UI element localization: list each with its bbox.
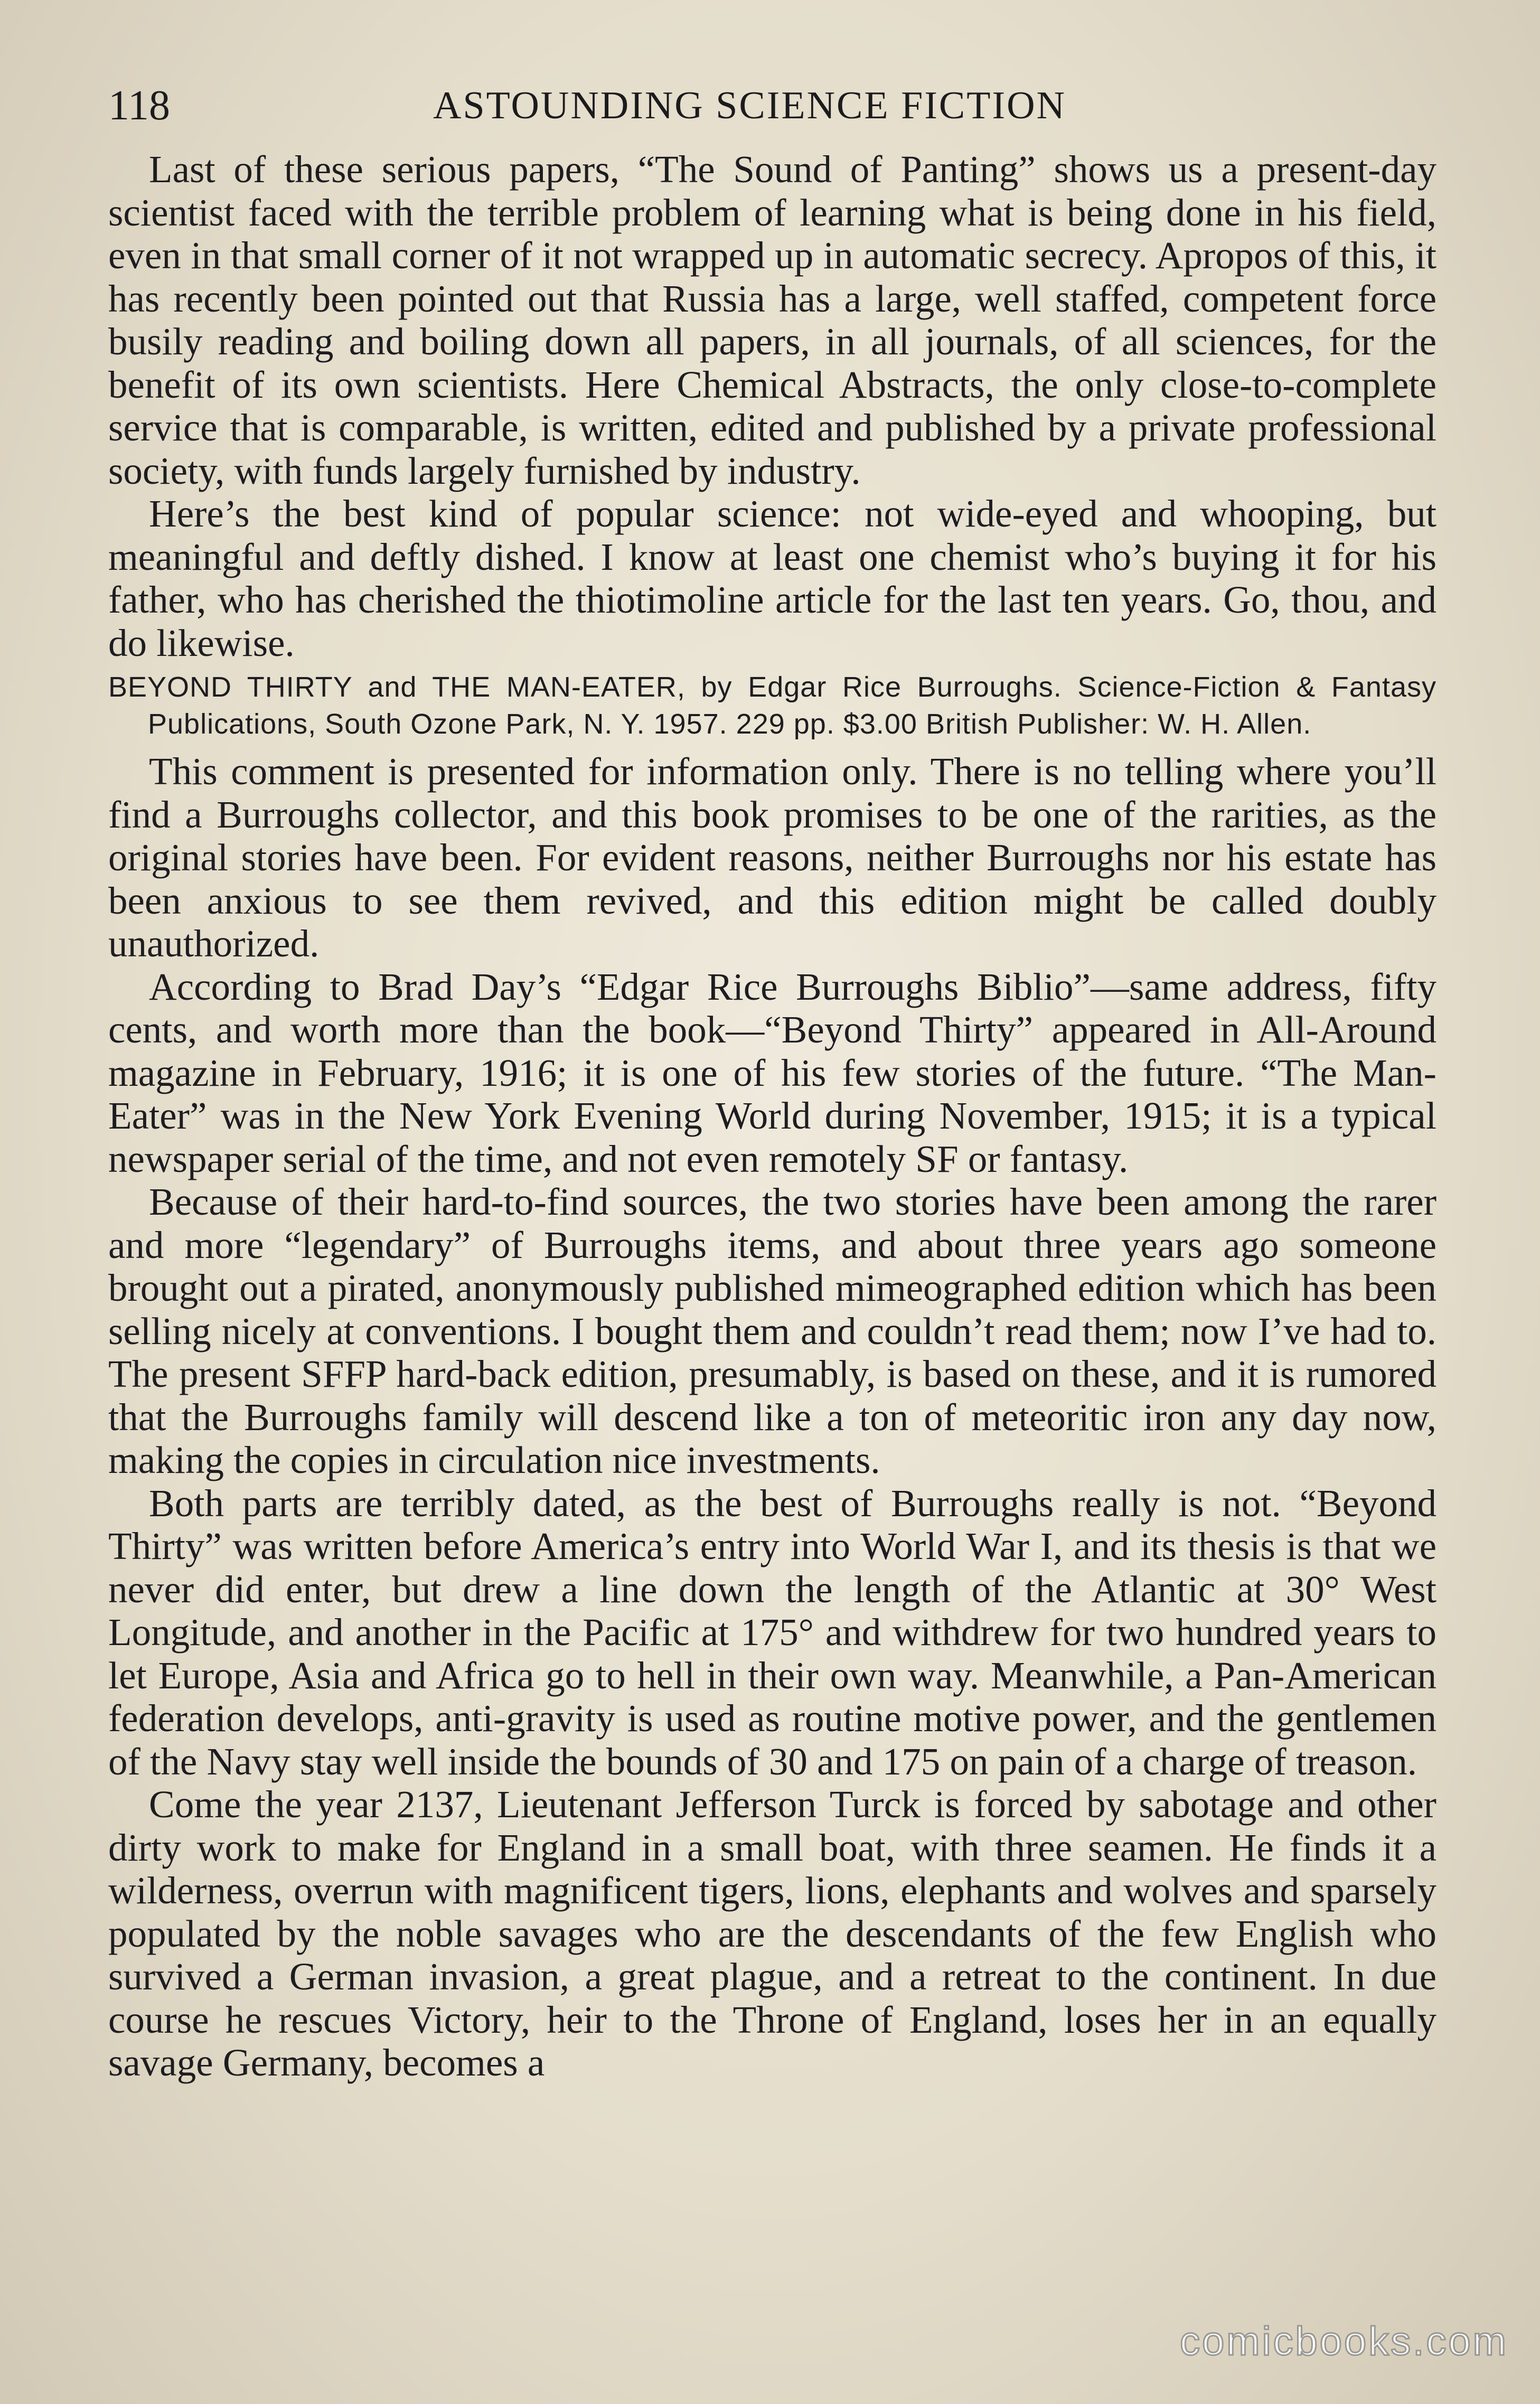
watermark: comicbooks.com	[1180, 2319, 1508, 2364]
running-title: ASTOUNDING SCIENCE FICTION	[433, 84, 1066, 127]
paragraph: Come the year 2137, Lieutenant Jefferson Turck is forced by sabotage and other dirty work to make for England in a small boat, with three seamen. He finds it a wilderness, overrun with magnificent tigers, lions, elephants and wolves and sparsely populated by the noble savages who are the descendants of the few English who survived a German invasion, a great plague, and a retreat to the continent. In due course he rescues Victory, heir to the Throne of England, loses her in an equally savage Germany, becomes a	[108, 1783, 1436, 2084]
paragraph: According to Brad Day’s “Edgar Rice Burroughs Biblio”—same address, fifty cents, and worth more than the book—“Beyond Thirty” appeared in All-Around magazine in February, 1916; it is one of his few stories of the future. “The Man-Eater” was in the New York Evening World during November, 1915; it is a typical newspaper serial of the time, and not even remotely SF or fantasy.	[108, 965, 1436, 1180]
paragraph: Last of these serious papers, “The Sound of Panting” shows us a present-day scientist faced with the terrible problem of learning what is being done in his field, even in that small corner of it not wrapped up in automatic secrecy. Apropos of this, it has recently been pointed out that Russia has a large, well staffed, competent force busily reading and boiling down all papers, in all journals, of all sciences, for the benefit of its own scientists. Here Chemical Abstracts, the only close-to-complete service that is comparable, is written, edited and published by a private professional society, with funds largely furnished by industry.	[108, 148, 1436, 492]
paragraph: Here’s the best kind of popular science: not wide-eyed and whooping, but meaningful and deftly dished. I know at least one chemist who’s buying it for his father, who has cherished the thiotimoline article for the last ten years. Go, thou, and do likewise.	[108, 492, 1436, 664]
paragraph: This comment is presented for information only. There is no telling where you’ll find a Burroughs collector, and this book promises to be one of the rarities, as the original stories have been. For evident reasons, neither Burroughs nor his estate has been anxious to see them revived, and this edition might be called doubly unauthorized.	[108, 750, 1436, 965]
book-entry: BEYOND THIRTY and THE MAN-EATER, by Edgar Rice Burroughs. Science-Fiction & Fantasy Publications, South Ozone Park, N. Y. 1957. 229 pp. $3.00 British Publisher: W. H. Allen.	[108, 671, 1436, 740]
page-number: 118	[108, 82, 171, 129]
paragraph: Because of their hard-to-find sources, the two stories have been among the rarer and more “legendary” of Burroughs items, and about three years ago someone brought out a pirated, anonymously published mimeographed edition which has been selling nicely at conventions. I bought them and couldn’t read them; now I’ve had to. The present SFFP hard-back edition, presumably, is based on these, and it is rumored that the Burroughs family will descend like a ton of meteoritic iron any day now, making the copies in circulation nice investments.	[108, 1180, 1436, 1481]
article-body	[108, 148, 1436, 2084]
page-header	[108, 79, 1439, 132]
paragraph: Both parts are terribly dated, as the best of Burroughs really is not. “Beyond Thirty” was written before America’s entry into World War I, and its thesis is that we never did enter, but drew a line down the length of the Atlantic at 30° West Longitude, and another in the Pacific at 175° and withdrew for two hundred years to let Europe, Asia and Africa go to hell in their own way. Meanwhile, a Pan-American federation develops, anti-gravity is used as routine motive power, and the gentlemen of the Navy stay well inside the bounds of 30 and 175 on pain of a charge of treason.	[108, 1481, 1436, 1783]
